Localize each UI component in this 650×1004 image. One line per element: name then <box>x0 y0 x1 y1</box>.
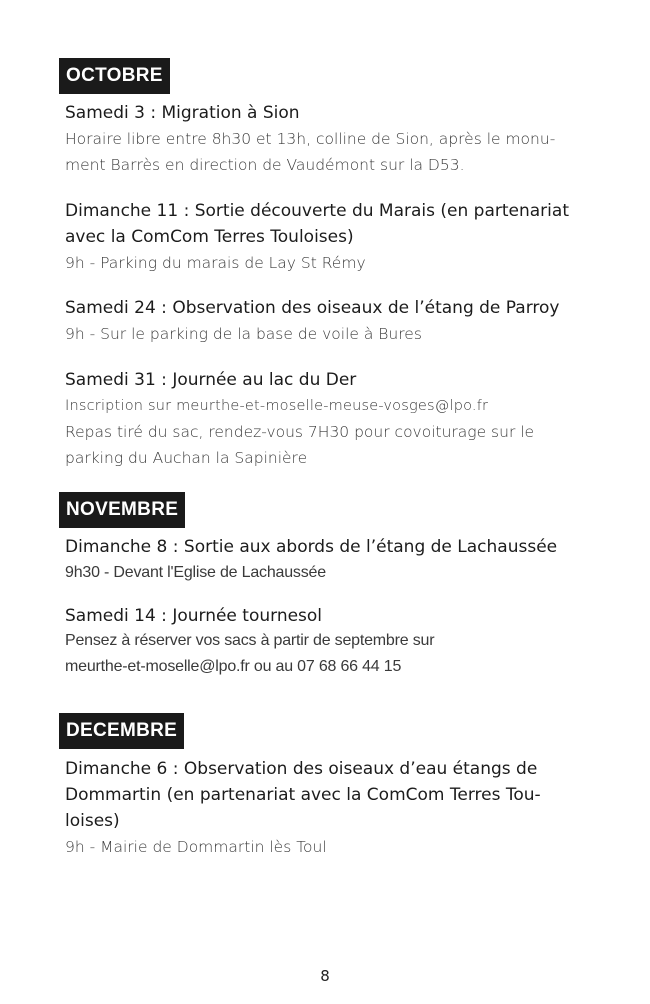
event-title: Dommartin (en partenariat avec la ComCom Terres Tou- <box>65 785 541 805</box>
event-detail: 9h - Mairie de Dommartin lès Toul <box>65 838 327 856</box>
event-detail: 9h - Sur le parking de la base de voile à Bures <box>65 325 422 343</box>
month-heading-octobre: OCTOBRE <box>59 58 170 94</box>
event-samedi-14 <box>65 604 575 680</box>
month-heading-novembre: NOVEMBRE <box>59 492 185 528</box>
event-detail: 9h - Parking du marais de Lay St Rémy <box>65 254 366 272</box>
event-title: Samedi 3 : Migration à Sion <box>65 103 300 123</box>
event-title: Dimanche 6 : Observation des oiseaux d’eau étangs de <box>65 759 538 779</box>
event-title: Samedi 14 : Journée tournesol <box>65 606 323 626</box>
event-title: Samedi 24 : Observation des oiseaux de l’étang de Parroy <box>65 298 560 318</box>
event-dimanche-6 <box>65 756 575 860</box>
event-title: Dimanche 11 : Sortie découverte du Marais (en partenariat <box>65 201 569 221</box>
month-heading-decembre: DECEMBRE <box>59 713 184 749</box>
event-dimanche-8 <box>65 534 575 586</box>
event-detail: Repas tiré du sac, rendez-vous 7H30 pour covoiturage sur le <box>65 423 535 441</box>
event-title: loises) <box>65 811 120 831</box>
event-dimanche-11 <box>65 198 575 276</box>
event-detail: Horaire libre entre 8h30 et 13h, colline de Sion, après le monu- <box>65 130 556 148</box>
event-detail: parking du Auchan la Sapinière <box>65 449 308 467</box>
event-detail: ment Barrès en direction de Vaudémont sur la D53. <box>65 156 465 174</box>
event-title: Samedi 31 : Journée au lac du Der <box>65 370 357 390</box>
event-detail-email: Inscription sur meurthe-et-moselle-meuse-vosges@lpo.fr <box>65 398 489 414</box>
event-detail: meurthe-et-moselle@lpo.fr ou au 07 68 66 44 15 <box>65 658 402 675</box>
event-title: avec la ComCom Terres Touloises) <box>65 227 354 247</box>
event-samedi-31 <box>65 367 575 471</box>
event-detail: 9h30 - Devant l'Eglise de Lachaussée <box>65 564 326 581</box>
event-title: Dimanche 8 : Sortie aux abords de l’étang de Lachaussée <box>65 537 558 557</box>
event-samedi-24 <box>65 295 575 347</box>
event-samedi-3 <box>65 100 575 178</box>
event-detail: Pensez à réserver vos sacs à partir de septembre sur <box>65 632 435 649</box>
page-number: 8 <box>320 967 330 985</box>
